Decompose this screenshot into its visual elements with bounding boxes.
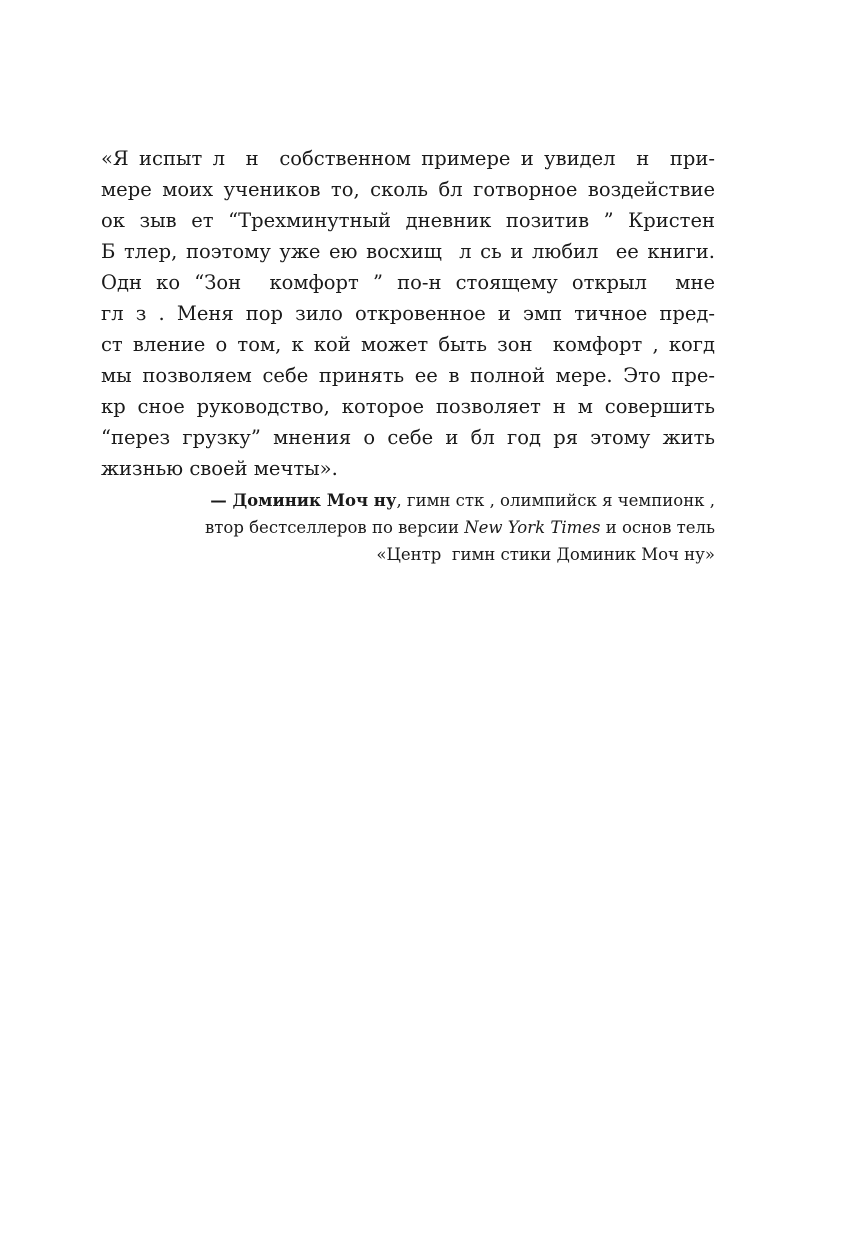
quote-line: кр сное руководство, которое позволяет н м совершить [101, 395, 715, 418]
publication-name: New York Times [464, 518, 601, 537]
quote-line: Одн ко “Зон комфорт ” по-н стоящему открыл мне [101, 271, 715, 294]
quote-attribution [101, 487, 715, 568]
attribution-line-1 [101, 487, 715, 514]
author-credential: втор бестселлеров по версии [204, 518, 465, 537]
author-role: , гимн стк , олимпийск я чемпионк , [396, 491, 715, 510]
quote-line: “перез грузку” мнения о себе и бл год ря этому жить [101, 426, 715, 449]
quote-line: ок зыв ет “Трехминутный дневник позитив ” Кристен [101, 209, 715, 232]
attribution-line-3: «Центр гимн стики Доминик Моч ну» [376, 545, 715, 564]
quote-line: мы позволяем себе принять ее в полной мере. Это пре- [101, 364, 715, 387]
author-founder: и основ тель [600, 518, 715, 537]
attribution-line-2 [101, 514, 715, 541]
quote-line: Б тлер, поэтому уже ею восхищ л сь и любил ее книги. [101, 240, 715, 263]
quote-line: «Я испыт л н собственном примере и увидел н при- [101, 147, 715, 170]
page-content [101, 143, 715, 568]
quote-line: гл з . Меня пор зило откровенное и эмп тичное пред- [101, 302, 715, 325]
quote-line: жизнью своей мечты». [101, 457, 338, 480]
quote-line: мере моих учеников то, сколь бл готворное воздействие [101, 178, 715, 201]
quote-line: ст вление о том, к кой может быть зон комфорт , когд [101, 333, 715, 356]
testimonial-quote [101, 143, 715, 484]
author-name: — Доминик Моч ну [210, 491, 397, 510]
